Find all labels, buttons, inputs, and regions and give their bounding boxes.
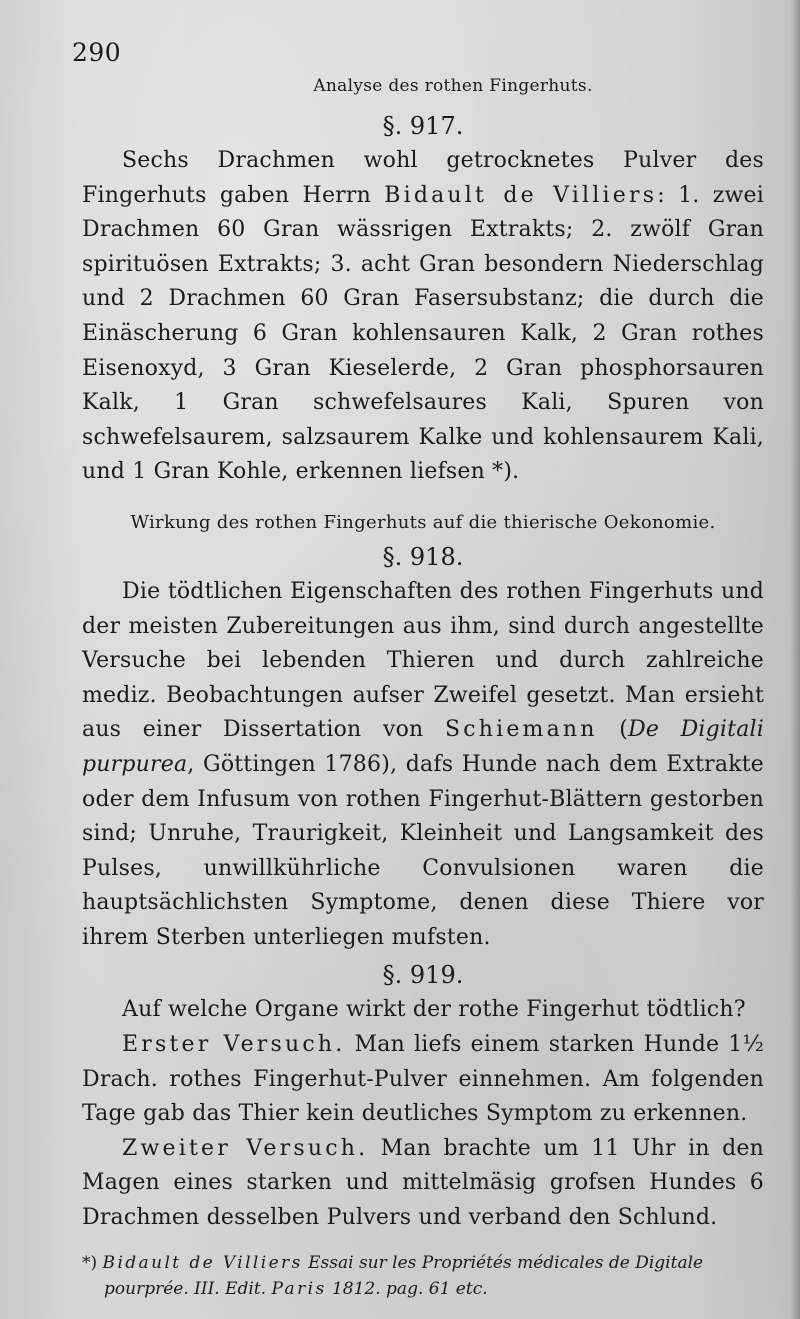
footnote-text-1: Essai sur les Propriétés médicales de Digitale pourprée. <box>104 1252 704 1299</box>
section-918-mark: §. 918. <box>382 542 464 571</box>
running-head: Analyse des rothen Fingerhuts. <box>313 76 593 96</box>
page-edge-shadow <box>790 0 800 1319</box>
spacer <box>82 490 764 512</box>
footnote-place: Paris <box>271 1278 327 1299</box>
experiment-2-label: Zweiter Versuch. <box>122 1135 369 1161</box>
author-name-bidault: Bidault de Villiers <box>384 182 658 208</box>
chapter-heading: Wirkung des rothen Fingerhuts auf die thierische Oekonomie. <box>130 511 716 533</box>
experiment-1-paragraph <box>82 1028 764 1132</box>
footnote-author: Bidault de Villiers <box>102 1252 303 1273</box>
section-918-paragraph <box>82 575 764 956</box>
section-919-mark: §. 919. <box>382 961 464 990</box>
experiment-1-text: Man liefs einem starken Hunde 1½ Drach. rothes Fingerhut-Pulver einnehmen. Am folgenden Tage gab das Thier kein deutliches Symptom zu erkennen. <box>82 1032 764 1127</box>
experiment-2-text: Man brachte um 11 Uhr in den Magen eines starken und mittelmäsig grofsen Hundes 6 Drachmen desselben Pulvers und verband den Schlund. <box>82 1135 765 1231</box>
section-919-intro: Auf welche Organe wirkt der rothe Fingerhut tödtlich? <box>122 997 746 1023</box>
section-917-text-1: Sechs Drachmen wohl getrocknetes Pulver des Fingerhuts gaben Herrn <box>82 148 764 208</box>
section-918-text-3: , Göttingen 1786), dafs Hunde nach dem Extrakte oder dem Infusum von rothen Fingerhut-Blättern gestorben sind; Unruhe, Traurigkeit, Kleinheit und Langsamkeit des Pulses, unwillkührliche Convulsionen waren die hauptsächlichsten Symptome, denen diese Thiere vor ihrem Sterben unterliegen mufsten. <box>82 751 764 950</box>
section-917-text-2: : 1. zwei Drachmen 60 Gran wässrigen Extrakts; 2. zwölf Gran spirituösen Extrakts; 3. acht Gran besondern Niederschlag und 2 Drachmen 60 Gran Fasersubstanz; die durch die Einäscherung 6 Gran kohlensauren Kalk, 2 Gran rothes Eisenoxyd, 3 Gran Kieselerde, 2 Gran phosphorsauren Kalk, 1 Gran schwefelsaures Kali, Spuren von schwefelsaurem, salzsaurem Kalke und kohlensaurem Kali, und 1 Gran Kohle, erkennen liefsen *). <box>82 182 764 485</box>
experiment-1-label: Erster Versuch. <box>122 1032 346 1058</box>
section-917-mark: §. 917. <box>382 112 464 140</box>
author-name-schiemann: Schiemann <box>444 717 598 743</box>
page-number: 290 <box>72 38 122 67</box>
footnote-edition: III. Edit. <box>194 1278 267 1299</box>
footnote <box>82 1250 764 1302</box>
section-918-text-1: Die tödtlichen Eigenschaften des rothen Fingerhuts und der meisten Zubereitungen aus ihm, sind durch angestellte Versuche bei lebenden Thieren und durch zahlreiche mediz. Beobachtungen aufser Zweifel gesetzt. Man ersieht aus einer Dissertation von <box>82 578 764 743</box>
footnote-text-3: 1812. pag. 61 etc. <box>326 1278 488 1299</box>
section-918-text-2: ( <box>597 717 628 743</box>
dissertation-title: De Digitali purpurea <box>82 717 764 777</box>
section-917-paragraph <box>82 144 764 490</box>
experiment-2-paragraph <box>82 1132 764 1236</box>
footnote-marker: *) <box>82 1252 103 1273</box>
